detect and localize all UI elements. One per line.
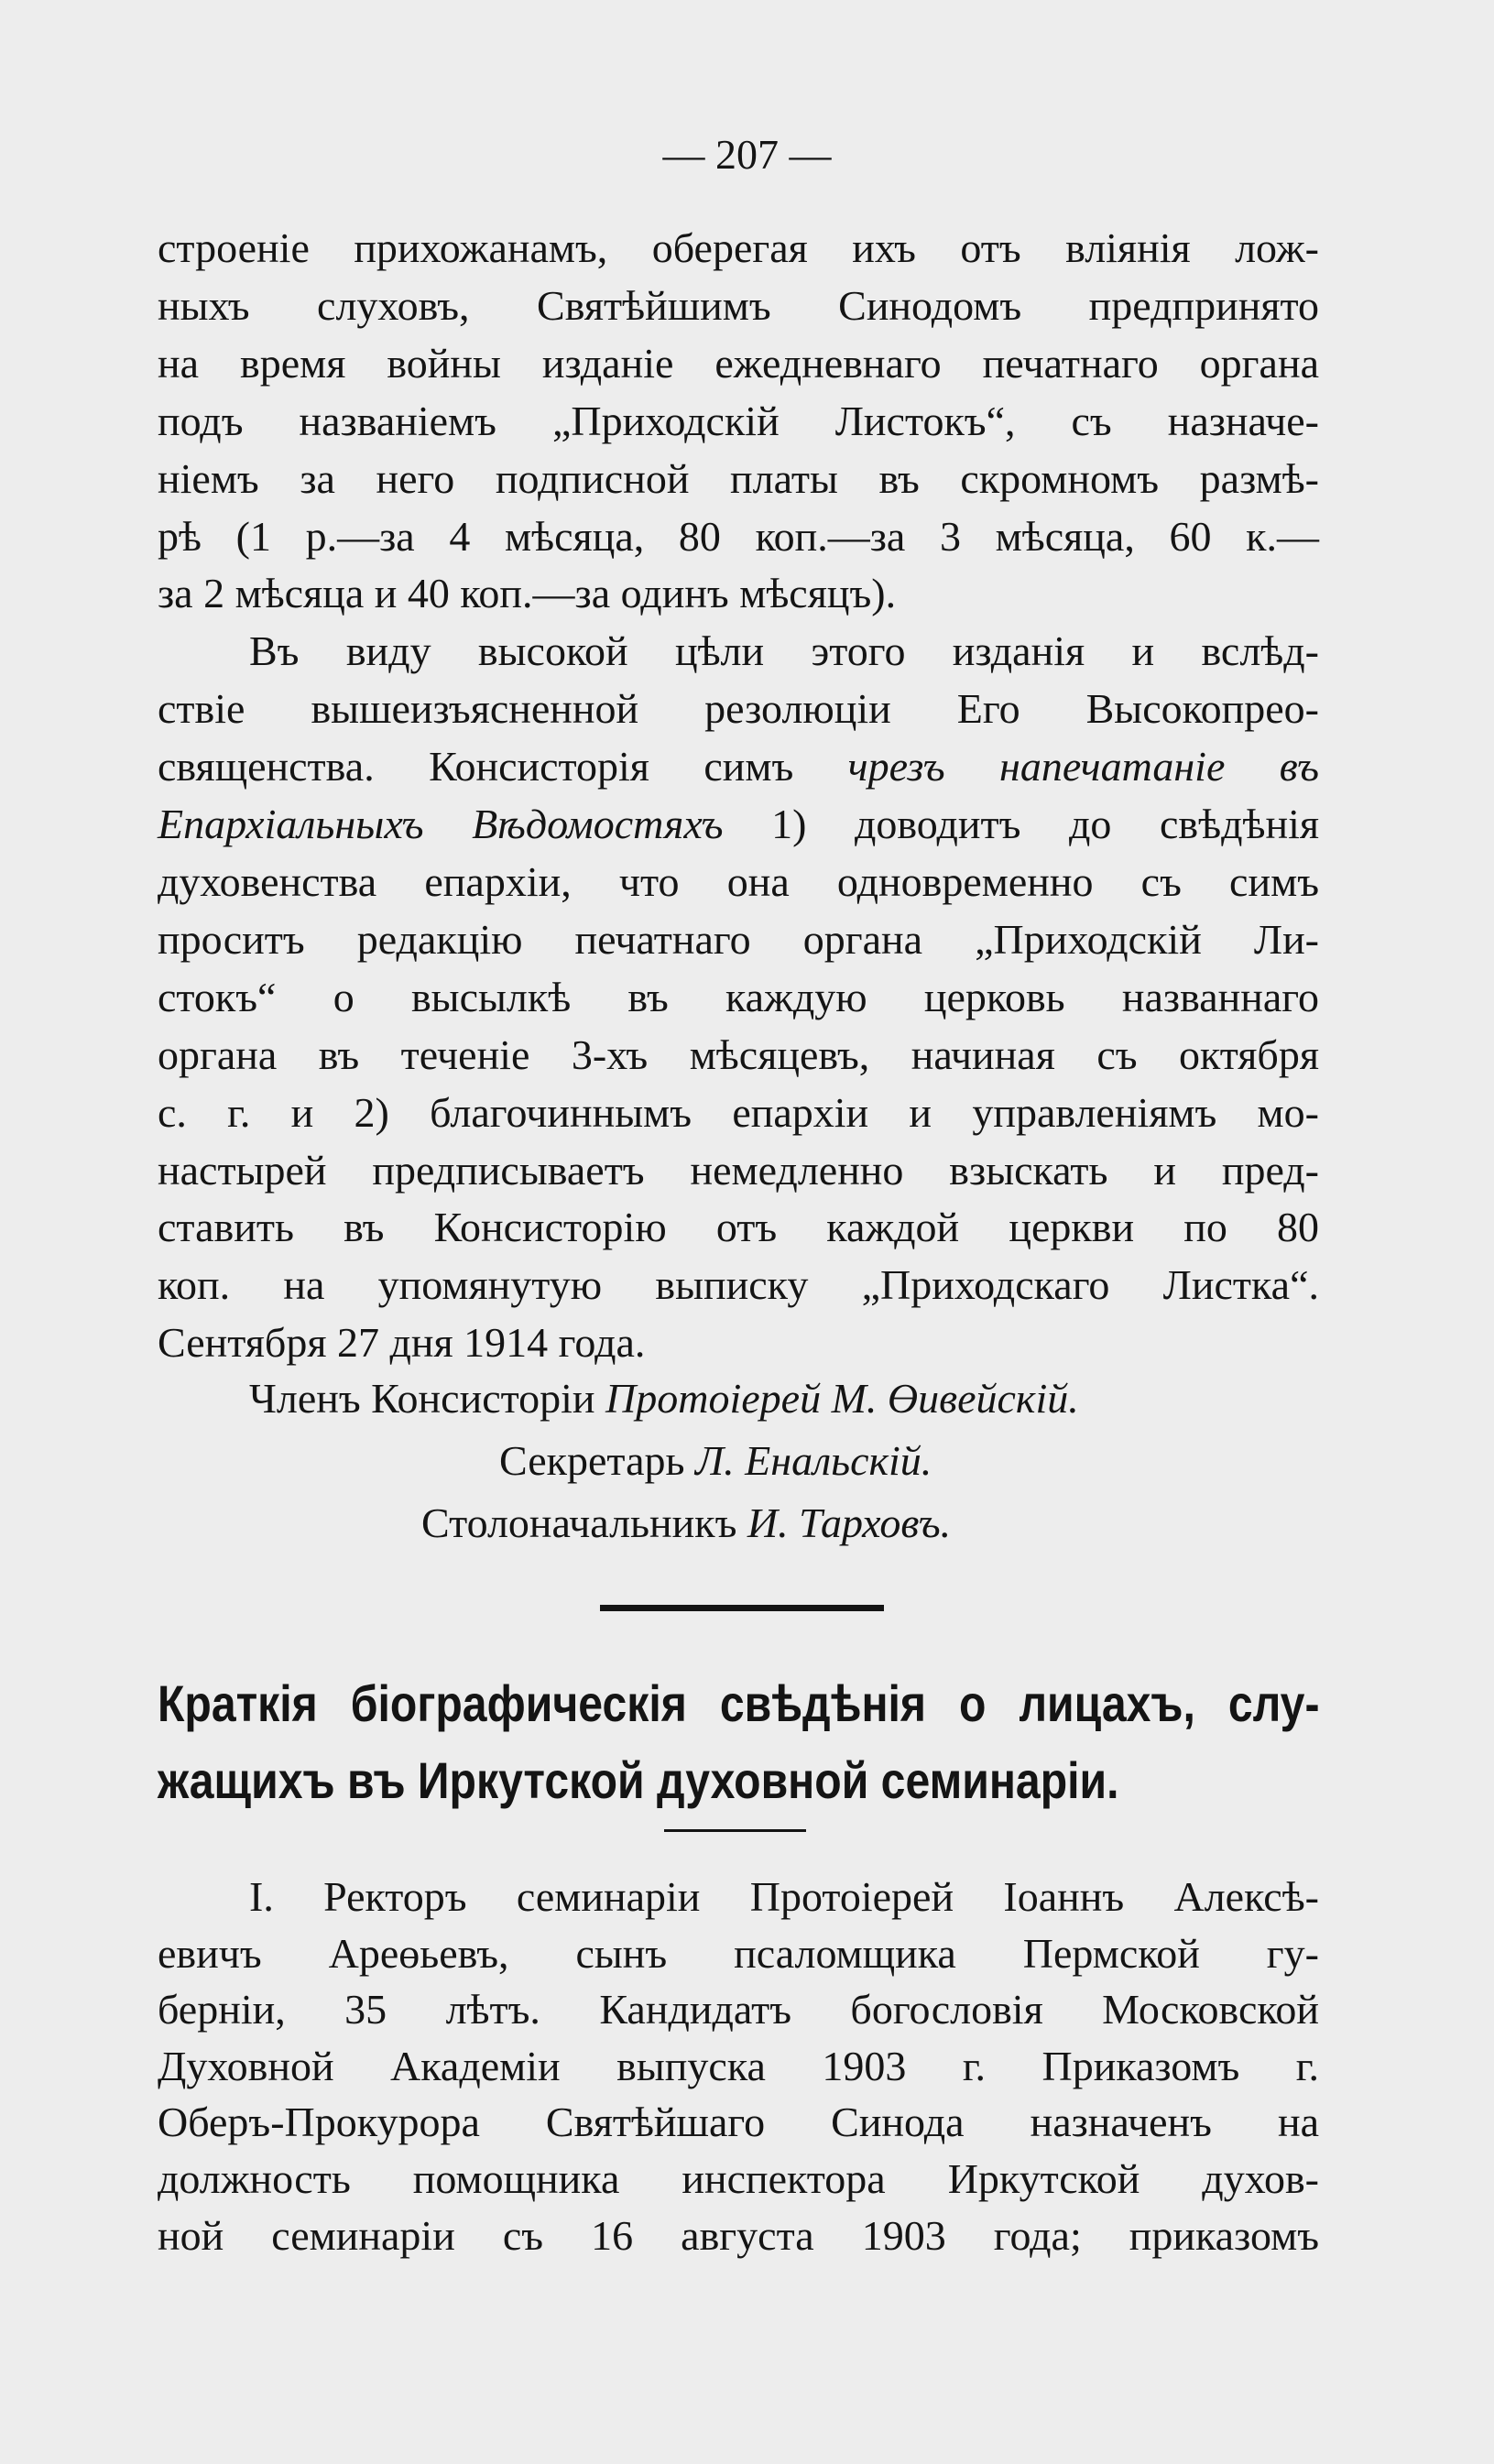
heading-line: Краткія біографическія свѣдѣнія о лицахъ, слу- xyxy=(158,1674,1320,1732)
page-number: — 207 — xyxy=(662,131,832,178)
text-line: ставить въ Консисторію отъ каждой церкви по 80 xyxy=(158,1204,1319,1251)
text-line: I. Ректоръ семинаріи Протоіерей Іоаннъ Алексѣ- xyxy=(249,1873,1319,1920)
heading-line: жащихъ въ Иркутской духовной семинаріи. xyxy=(158,1751,1119,1809)
text-line: с. г. и 2) благочиннымъ епархіи и управленіямъ мо- xyxy=(158,1088,1319,1136)
signature-role: Членъ Консисторіи xyxy=(249,1375,595,1422)
text-line: настырей предписываетъ немедленно взыскать и пред- xyxy=(158,1146,1319,1194)
text-line: ныхъ слуховъ, Святѣйшимъ Синодомъ предпринято xyxy=(158,281,1319,329)
text-line: ніемъ за него подписной платы въ скромномъ размѣ- xyxy=(158,454,1319,502)
text-line: строеніе прихожанамъ, оберегая ихъ отъ вліянія лож- xyxy=(158,224,1319,271)
signature-name: И. Тарховъ. xyxy=(747,1499,952,1546)
signature-line xyxy=(499,1436,932,1485)
text-line: подъ названіемъ „Приходскій Листокъ“, съ назначе- xyxy=(158,397,1319,444)
heading-divider xyxy=(664,1829,806,1832)
biography-text xyxy=(158,1869,1319,2263)
text-fragment: 1) доводитъ до свѣдѣнія xyxy=(771,801,1320,848)
text-line xyxy=(158,738,1319,796)
italic-fragment: Епархіальныхъ Вѣдомостяхъ xyxy=(158,801,724,848)
text-line: духовенства епархіи, что она одновременно съ симъ xyxy=(158,857,1319,905)
text-line: евичъ Ареөьевъ, сынъ псаломщика Пермской гу- xyxy=(158,1929,1319,1977)
text-line: Оберъ-Прокурора Святѣйшаго Синода назначенъ на xyxy=(158,2099,1319,2146)
italic-fragment: чрезъ напечатаніе въ xyxy=(847,743,1319,790)
text-line: за 2 мѣсяца и 40 коп.—за одинъ мѣсяцъ). xyxy=(158,570,897,617)
text-line: органа въ теченіе 3-хъ мѣсяцевъ, начиная съ октября xyxy=(158,1030,1319,1078)
signature-role: Секретарь xyxy=(499,1437,685,1484)
text-line: должность помощника инспектора Иркутской духов- xyxy=(158,2154,1319,2202)
signature-line xyxy=(249,1374,1079,1423)
text-line: Духовной Академіи выпуска 1903 г. Приказомъ г. xyxy=(158,2042,1319,2089)
body-text xyxy=(158,220,1319,1372)
text-line: проситъ редакцію печатнаго органа „Приходскій Ли- xyxy=(158,915,1319,963)
signature-name: Протоіерей М. Өивейскій. xyxy=(605,1375,1079,1422)
text-line xyxy=(158,796,1319,854)
signature-line xyxy=(421,1499,951,1547)
signature-name: Л. Енальскій. xyxy=(695,1437,932,1484)
text-line: берніи, 35 лѣтъ. Кандидатъ богословія Московской xyxy=(158,1986,1319,2033)
signature-role: Столоначальникъ xyxy=(421,1499,737,1546)
text-line: Въ виду высокой цѣли этого изданія и вслѣд- xyxy=(249,627,1319,675)
text-line: на время войны изданіе ежедневнаго печатнаго органа xyxy=(158,339,1319,387)
text-line: рѣ (1 р.—за 4 мѣсяца, 80 коп.—за 3 мѣсяца, 60 к.— xyxy=(158,512,1319,560)
text-fragment: священства. Консисторія симъ xyxy=(158,743,794,790)
section-heading xyxy=(158,1665,1320,1819)
text-line: стокъ“ о высылкѣ въ каждую церковь названнаго xyxy=(158,973,1319,1020)
text-line: Сентября 27 дня 1914 года. xyxy=(158,1319,646,1367)
text-line: ствіе вышеизъясненной резолюціи Его Высокопрео- xyxy=(158,685,1319,733)
text-line: коп. на упомянутую выписку „Приходскаго Листка“. xyxy=(158,1261,1319,1309)
section-divider xyxy=(600,1605,884,1611)
text-line: ной семинаріи съ 16 августа 1903 года; приказомъ xyxy=(158,2211,1319,2259)
